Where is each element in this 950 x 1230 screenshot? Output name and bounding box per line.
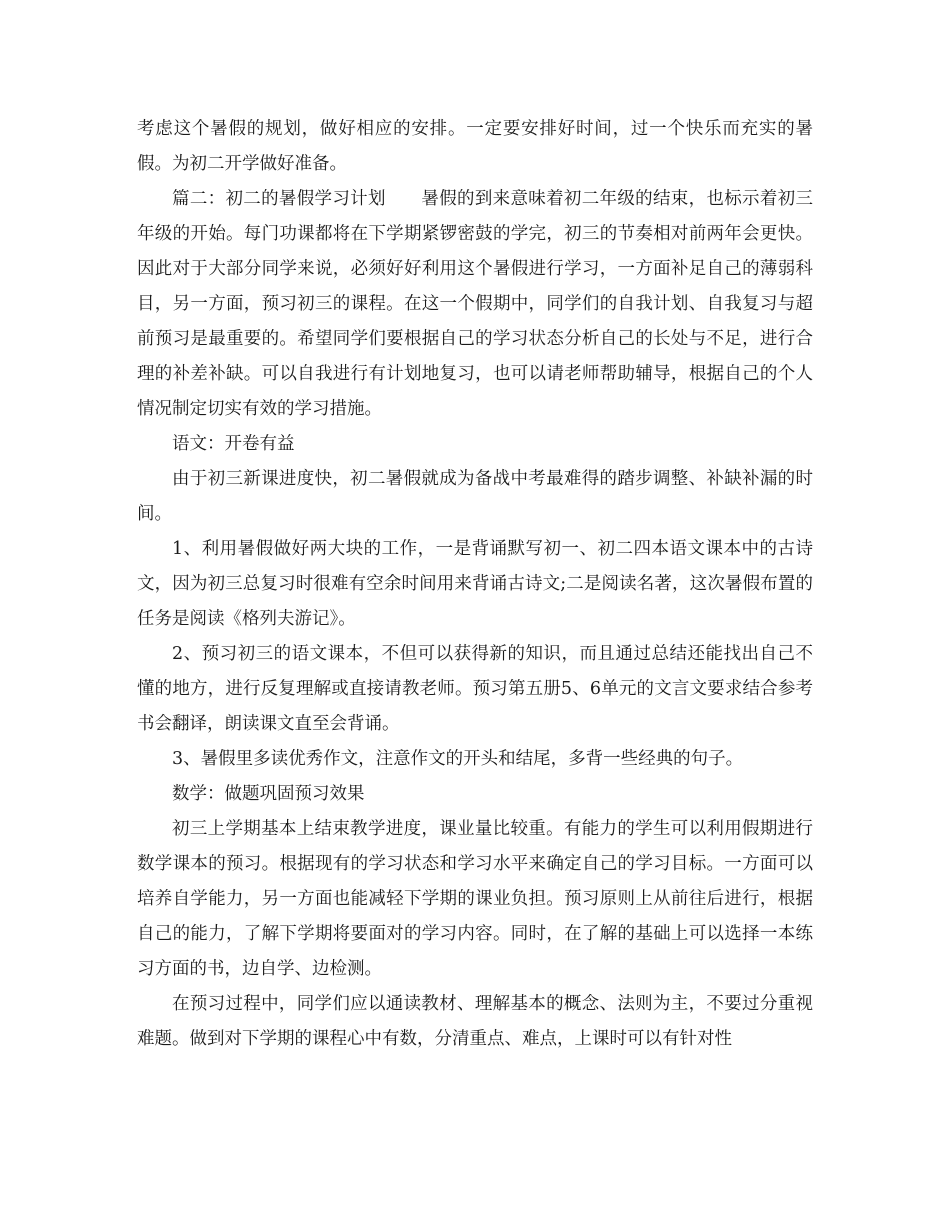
paragraph-9: 初三上学期基本上结束教学进度，课业量比较重。有能力的学生可以利用假期进行数学课本的预习。根据现有的学习状态和学习水平来确定自己的学习目标。一方面可以培养自学能力，另一方面也能减轻下学期的课业负担。预习原则上从前往后进行，根据自己的能力，了解下学期将要面对的学习内容。同时，在了解的基础上可以选择一本练习方面的书，边自学、边检测。 bbox=[137, 819, 813, 979]
section-heading-math: 数学：做题巩固预习效果 bbox=[172, 784, 365, 804]
paragraph-10: 在预习过程中，同学们应以通读教材、理解基本的概念、法则为主，不要过分重视难题。做到对下学期的课程心中有数，分清重点、难点，上课时可以有针对性 bbox=[137, 994, 813, 1049]
paragraph-5: 1、利用暑假做好两大块的工作，一是背诵默写初一、初二四本语文课本中的古诗文，因为初三总复习时很难有空余时间用来背诵古诗文;二是阅读名著，这次暑假布置的任务是阅读《格列夫游记》。 bbox=[137, 539, 813, 629]
paragraph-6: 2、预习初三的语文课本，不但可以获得新的知识，而且通过总结还能找出自己不懂的地方，进行反复理解或直接请教老师。预习第五册5、6单元的文言文要求结合参考书会翻译，朗读课文直至会背诵。 bbox=[137, 644, 813, 734]
section-heading-chinese: 语文：开卷有益 bbox=[172, 434, 295, 454]
document-body bbox=[137, 112, 813, 1057]
paragraph-7: 3、暑假里多读优秀作文，注意作文的开头和结尾，多背一些经典的句子。 bbox=[172, 749, 744, 769]
paragraph-1: 考虑这个暑假的规划，做好相应的安排。一定要安排好时间，过一个快乐而充实的暑假。为初二开学做好准备。 bbox=[137, 119, 813, 174]
paragraph-4: 由于初三新课进度快，初二暑假就成为备战中考最难得的踏步调整、补缺补漏的时间。 bbox=[137, 469, 813, 524]
paragraph-2: 篇二：初二的暑假学习计划 暑假的到来意味着初二年级的结束，也标示着初三年级的开始。每门功课都将在下学期紧锣密鼓的学完，初三的节奏相对前两年会更快。因此对于大部分同学来说，必须好好利用这个暑假进行学习，一方面补足自己的薄弱科目，另一方面，预习初三的课程。在这一个假期中，同学们的自我计划、自我复习与超前预习是最重要的。希望同学们要根据自己的学习状态分析自己的长处与不足，进行合理的补差补缺。可以自我进行有计划地复习，也可以请老师帮助辅导，根据自己的个人情况制定切实有效的学习措施。 bbox=[137, 189, 813, 419]
